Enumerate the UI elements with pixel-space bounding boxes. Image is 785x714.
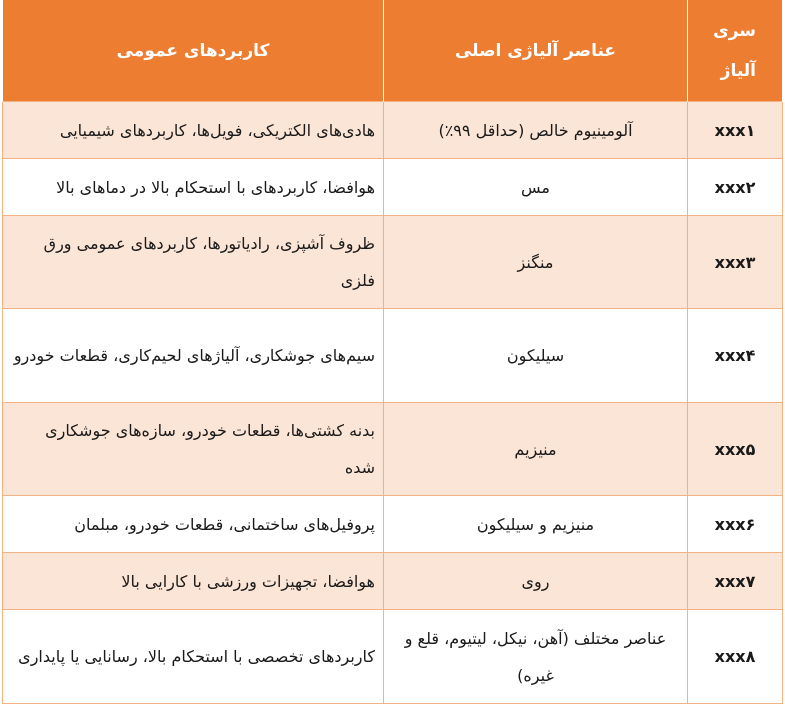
- usage-cell: هوافضا، تجهیزات ورزشی با کارایی بالا: [3, 553, 384, 610]
- series-cell: xxx۴: [688, 309, 783, 403]
- elements-cell: آلومینیوم خالص (حداقل ۹۹٪): [384, 102, 688, 159]
- elements-cell: عناصر مختلف (آهن، نیکل، لیتیوم، قلع و غیره): [384, 610, 688, 704]
- table-row: [3, 102, 783, 159]
- table-row: [3, 309, 783, 403]
- header-usage: کاربردهای عمومی: [3, 0, 384, 102]
- series-cell: xxx۱: [688, 102, 783, 159]
- series-cell: xxx۵: [688, 403, 783, 496]
- series-cell: xxx۸: [688, 610, 783, 704]
- series-cell: xxx۲: [688, 159, 783, 216]
- table-row: [3, 216, 783, 309]
- usage-cell: سیم‌های جوشکاری، آلیاژهای لحیم‌کاری، قطعات خودرو: [3, 309, 384, 403]
- elements-cell: مس: [384, 159, 688, 216]
- elements-cell: منیزیم و سیلیکون: [384, 496, 688, 553]
- table-row: [3, 403, 783, 496]
- series-cell: xxx۳: [688, 216, 783, 309]
- elements-cell: روی: [384, 553, 688, 610]
- header-series: سری آلیاژ: [688, 0, 783, 102]
- header-row: [3, 0, 783, 102]
- usage-cell: پروفیل‌های ساختمانی، قطعات خودرو، مبلمان: [3, 496, 384, 553]
- usage-cell: هادی‌های الکتریکی، فویل‌ها، کاربردهای شیمیایی: [3, 102, 384, 159]
- usage-cell: ظروف آشپزی، رادیاتورها، کاربردهای عمومی ورق فلزی: [3, 216, 384, 309]
- elements-cell: سیلیکون: [384, 309, 688, 403]
- table-row: [3, 496, 783, 553]
- usage-cell: بدنه کشتی‌ها، قطعات خودرو، سازه‌های جوشکاری شده: [3, 403, 384, 496]
- series-cell: xxx۶: [688, 496, 783, 553]
- elements-cell: منیزیم: [384, 403, 688, 496]
- usage-cell: هوافضا، کاربردهای با استحکام بالا در دماهای بالا: [3, 159, 384, 216]
- table-row: [3, 159, 783, 216]
- header-elements: عناصر آلیاژی اصلی: [384, 0, 688, 102]
- series-cell: xxx۷: [688, 553, 783, 610]
- elements-cell: منگنز: [384, 216, 688, 309]
- table-row: [3, 553, 783, 610]
- alloy-series-table: [2, 0, 783, 704]
- usage-cell: کاربردهای تخصصی با استحکام بالا، رسانایی یا پایداری: [3, 610, 384, 704]
- table-row: [3, 610, 783, 704]
